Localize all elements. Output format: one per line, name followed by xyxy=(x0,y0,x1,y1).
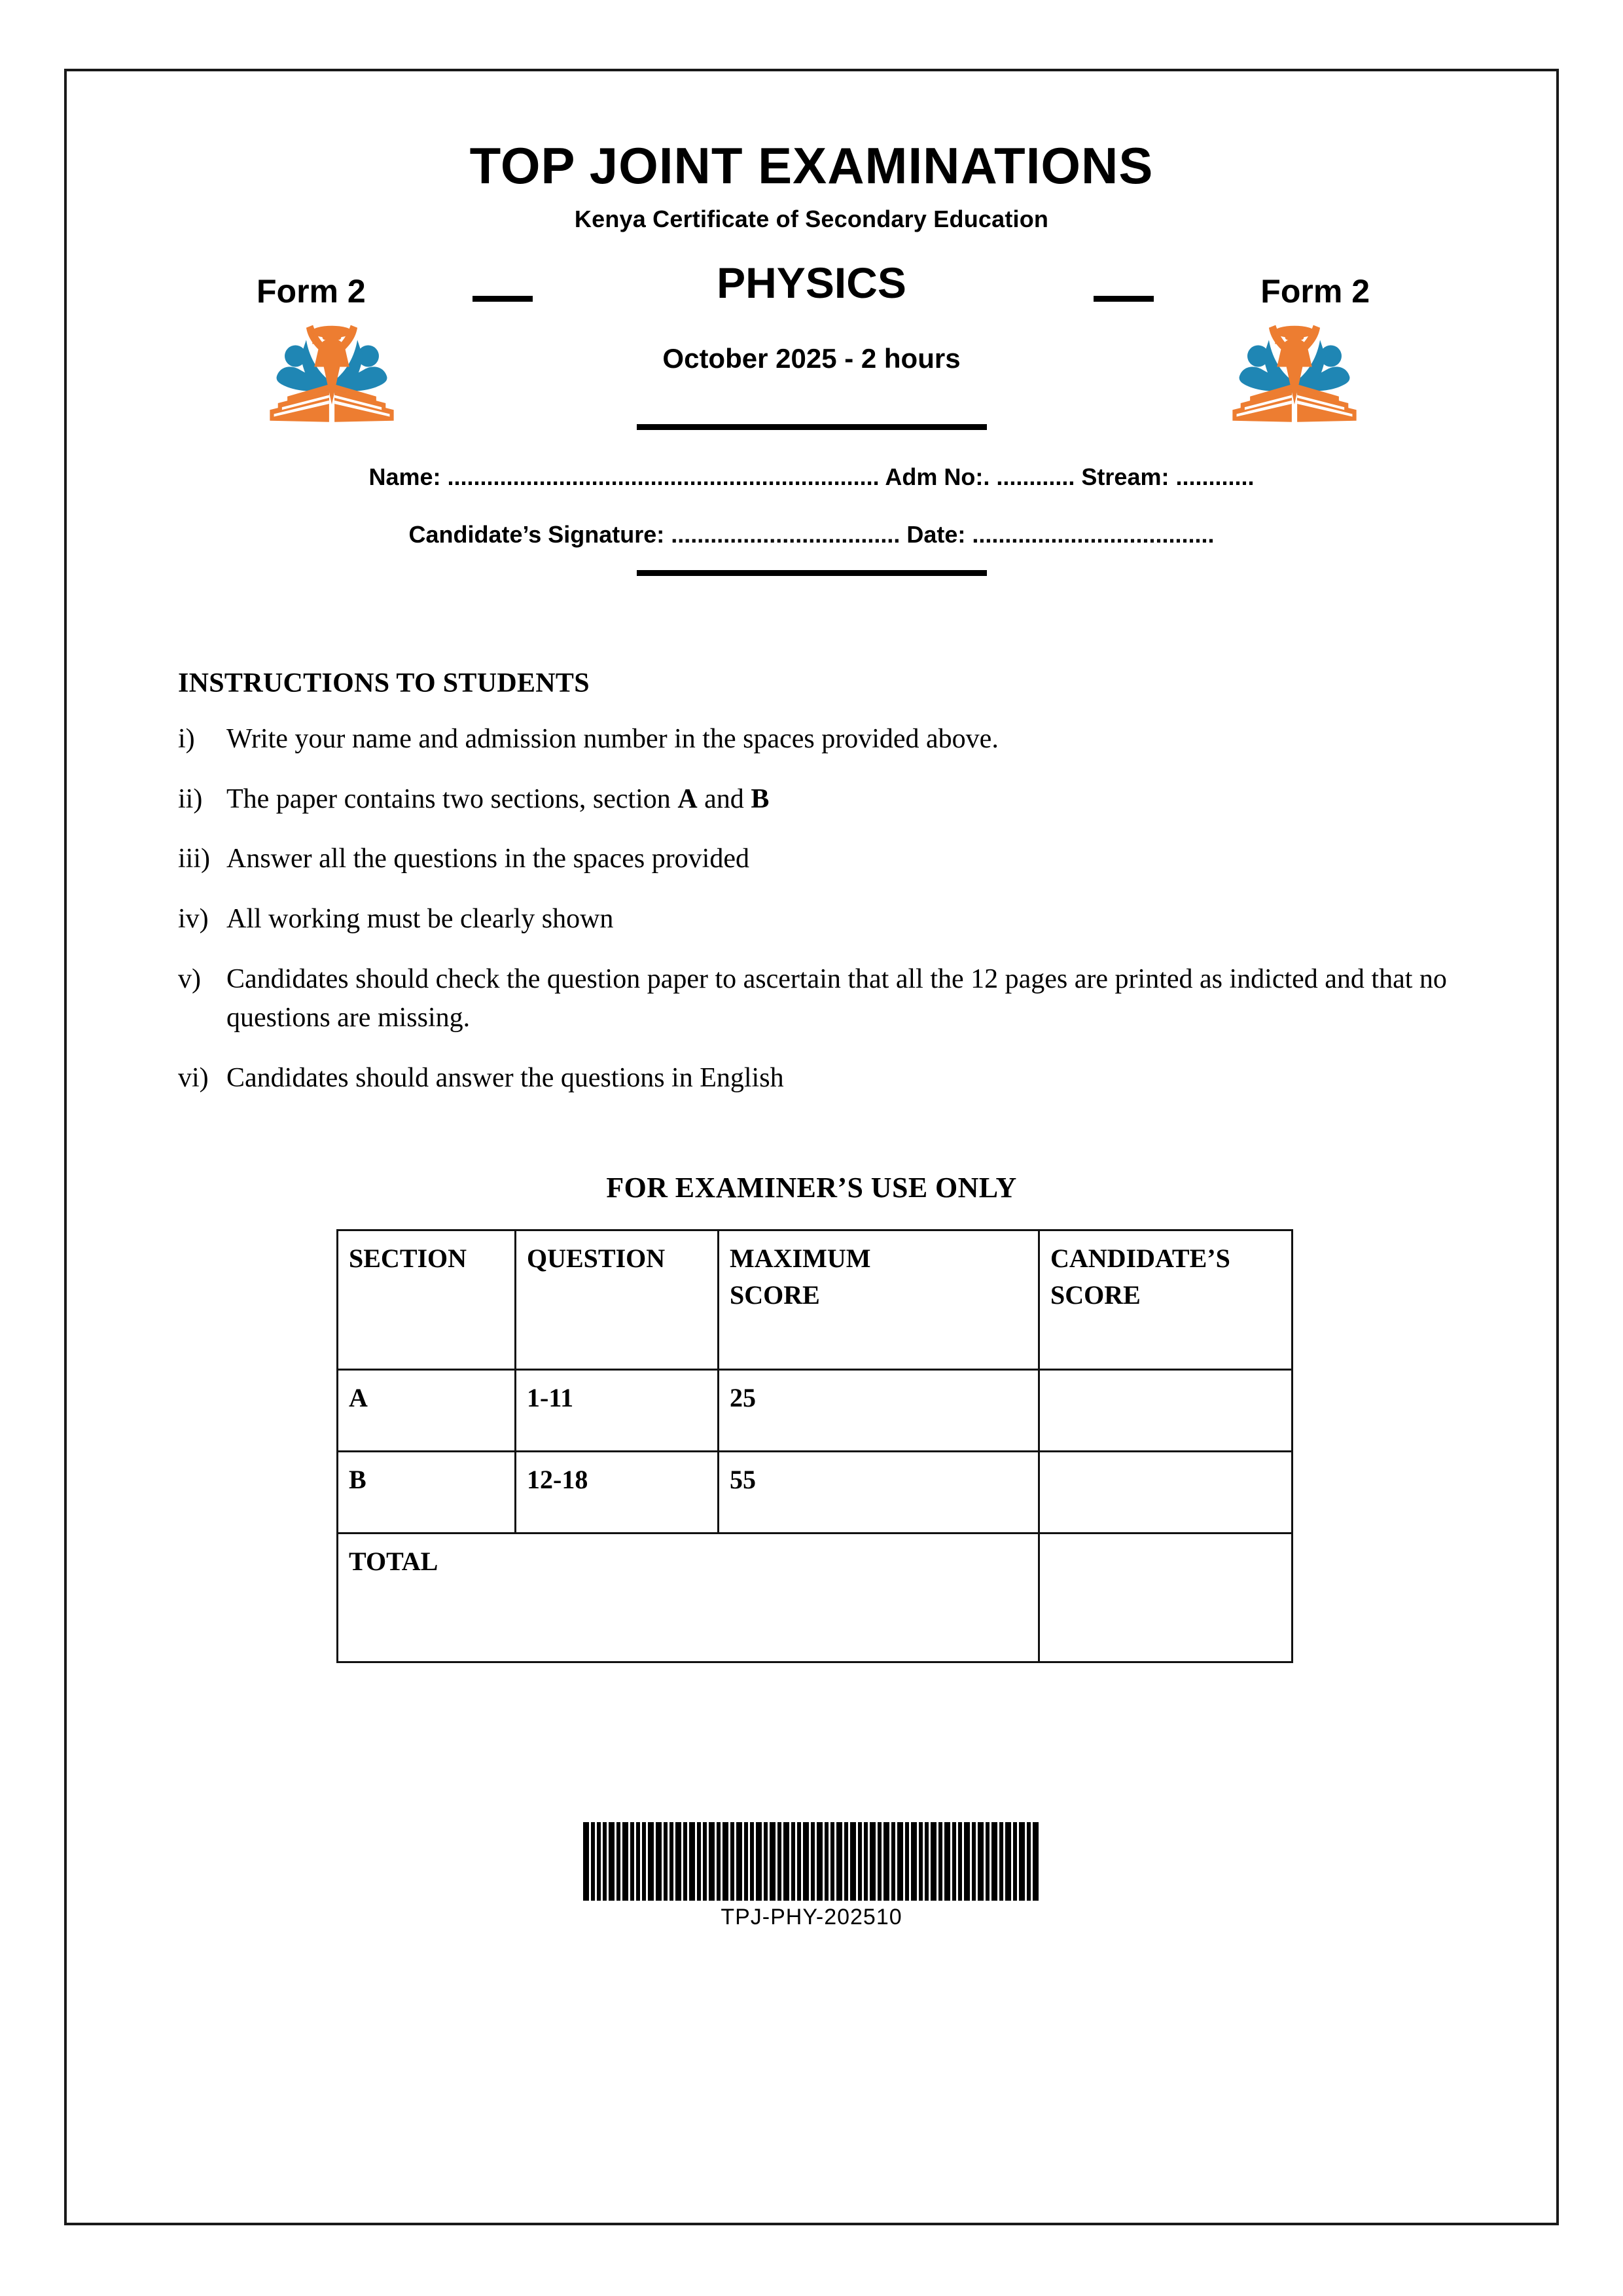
instruction-marker: ii) xyxy=(178,783,203,814)
barcode-label: TPJ-PHY-202510 xyxy=(721,1905,902,1930)
divider-rule-top xyxy=(637,424,987,430)
instruction-text: Write your name and admission number in the spaces provided above. xyxy=(226,724,999,754)
instruction-text: Answer all the questions in the spaces provided xyxy=(226,844,749,874)
barcode-image xyxy=(583,1822,1041,1901)
instruction-marker: vi) xyxy=(178,1062,209,1093)
stream-input-dots[interactable]: ............ xyxy=(1175,463,1255,490)
table-total-row xyxy=(338,1534,1293,1662)
table-row xyxy=(338,1370,1293,1452)
header-line-2: SCORE xyxy=(1050,1280,1141,1310)
instruction-marker: i) xyxy=(178,724,195,754)
instruction-item xyxy=(178,900,1478,939)
table-header-row xyxy=(338,1230,1293,1370)
instruction-marker: iii) xyxy=(178,844,210,874)
instruction-text: All working must be clearly shown xyxy=(226,903,614,934)
cell-question: 12-18 xyxy=(516,1452,719,1534)
divider-rule-bottom xyxy=(637,570,987,576)
instruction-item xyxy=(178,780,1478,819)
stream-label: Stream: xyxy=(1081,463,1169,490)
cell-section: A xyxy=(338,1370,516,1452)
signature-label: Candidate’s Signature: xyxy=(408,521,665,548)
table-row xyxy=(338,1452,1293,1534)
section-b-emphasis: B xyxy=(751,783,770,814)
barcode-block xyxy=(67,1814,1556,1930)
score-table-wrapper xyxy=(67,1229,1556,1663)
cell-candidate-score[interactable] xyxy=(1039,1452,1293,1534)
column-header-candidate-score xyxy=(1039,1230,1293,1370)
cell-total-label: TOTAL xyxy=(338,1534,1039,1662)
school-logo-left-icon xyxy=(263,309,401,427)
paper-date: October 2025 - 2 hours xyxy=(662,343,961,374)
adm-no-input-dots[interactable]: ............ xyxy=(996,463,1075,490)
instruction-item xyxy=(178,1059,1478,1098)
cell-section: B xyxy=(338,1452,516,1534)
subject-band xyxy=(67,258,1556,422)
header-line-1: CANDIDATE’S xyxy=(1050,1244,1230,1274)
instructions-section xyxy=(67,668,1556,1098)
exam-subtitle: Kenya Certificate of Secondary Education xyxy=(574,206,1049,232)
examiner-score-table xyxy=(336,1229,1293,1663)
instruction-text: Candidates should check the question paper to ascertain that all the 12 pages are printed as indicted and that no questions are missing. xyxy=(226,963,1447,1033)
signature-input-dots[interactable]: ................................... xyxy=(671,521,901,548)
instruction-item xyxy=(178,720,1478,759)
date-label: Date: xyxy=(906,521,966,548)
page-border xyxy=(64,69,1559,2225)
masthead xyxy=(67,71,1556,233)
cell-candidate-score[interactable] xyxy=(1039,1370,1293,1452)
examiner-use-heading: FOR EXAMINER’S USE ONLY xyxy=(606,1172,1017,1204)
instructions-heading: INSTRUCTIONS TO STUDENTS xyxy=(178,668,590,698)
section-a-emphasis: A xyxy=(677,783,698,814)
instruction-text-part: The paper contains two sections, section xyxy=(226,783,678,814)
instruction-item xyxy=(178,840,1478,879)
signature-field-line[interactable] xyxy=(67,523,1556,547)
subject-name: PHYSICS xyxy=(717,259,906,307)
instruction-item xyxy=(178,960,1478,1038)
instruction-marker: v) xyxy=(178,963,201,994)
instruction-text-part: and xyxy=(697,783,751,814)
instruction-text: Candidates should answer the questions in English xyxy=(226,1062,784,1093)
school-logo-right-icon xyxy=(1226,309,1363,427)
exam-title: TOP JOINT EXAMINATIONS xyxy=(469,137,1154,194)
name-input-dots[interactable]: .................................................................. xyxy=(447,463,880,490)
cell-maximum-score: 25 xyxy=(719,1370,1039,1452)
adm-no-label: Adm No:. xyxy=(885,463,990,490)
cell-total-score[interactable] xyxy=(1039,1534,1293,1662)
instruction-marker: iv) xyxy=(178,903,209,934)
name-field-line[interactable] xyxy=(67,465,1556,489)
header-line-1: MAXIMUM xyxy=(730,1244,871,1274)
cell-maximum-score: 55 xyxy=(719,1452,1039,1534)
date-input-dots[interactable]: ..................................... xyxy=(972,521,1215,548)
column-header-section: SECTION xyxy=(338,1230,516,1370)
form-level-right: Form 2 xyxy=(1260,273,1370,310)
cell-question: 1-11 xyxy=(516,1370,719,1452)
instruction-text xyxy=(226,780,1478,819)
candidate-fields xyxy=(67,465,1556,547)
column-header-question: QUESTION xyxy=(516,1230,719,1370)
dash-separator-right xyxy=(1094,296,1154,302)
name-label: Name: xyxy=(368,463,441,490)
instructions-list xyxy=(178,720,1478,1098)
form-level-left: Form 2 xyxy=(257,273,366,310)
header-line-2: SCORE xyxy=(730,1280,820,1310)
column-header-maximum-score xyxy=(719,1230,1039,1370)
